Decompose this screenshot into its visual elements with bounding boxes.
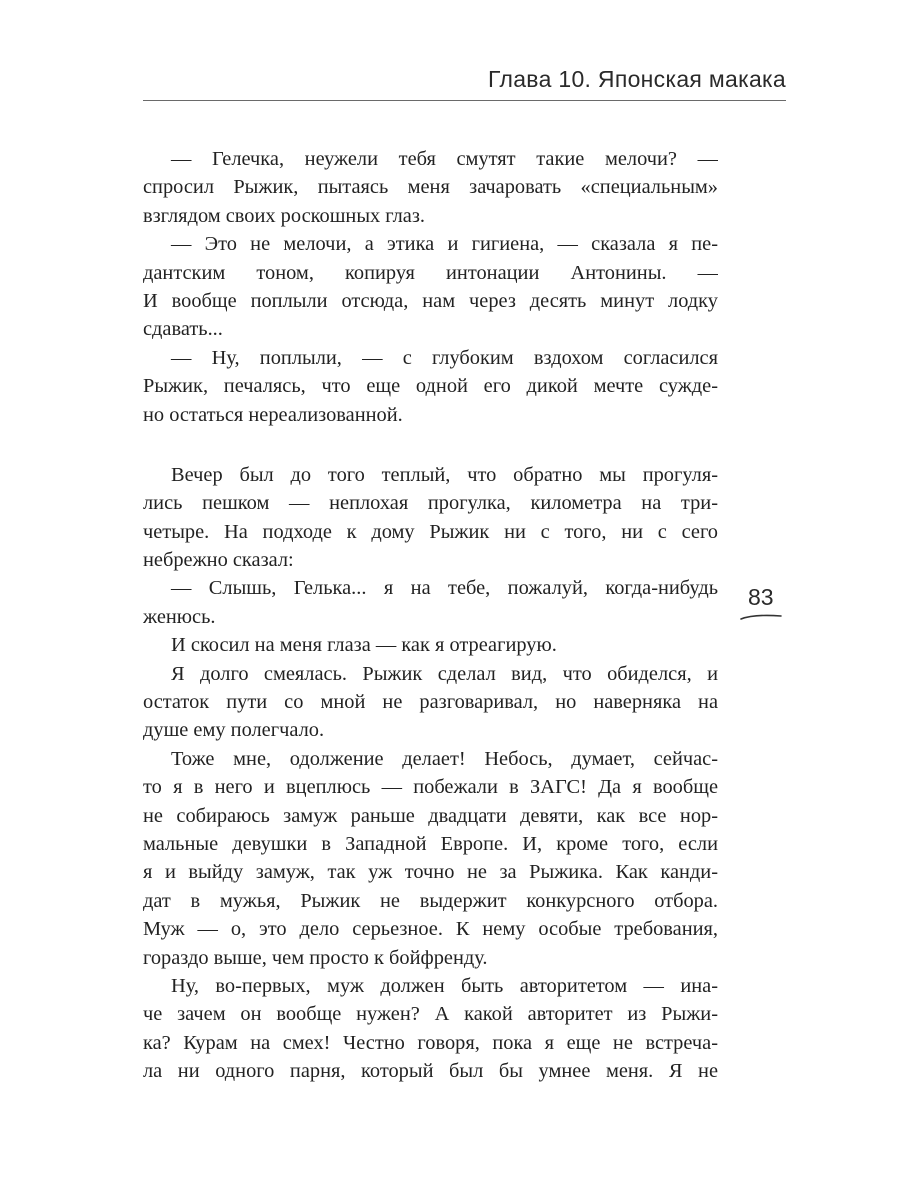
text-line: дат в мужья, Рыжик не выдержит конкурсного отбора. — [143, 889, 718, 912]
section-break — [143, 429, 718, 461]
text-line: — Ну, поплыли, — с глубоким вздохом согласился — [171, 346, 718, 369]
page-number: 83 — [748, 584, 774, 610]
chapter-title: Глава 10. Японская макака — [488, 66, 786, 92]
text-line: лись пешком — неплохая прогулка, километра на три- — [143, 492, 718, 515]
text-line: сдавать... — [143, 318, 223, 341]
text-line: — Гелечка, неужели тебя смутят такие мелочи? — — [171, 148, 718, 170]
text-line: небрежно сказал: — [143, 549, 294, 572]
text-line: Рыжик, печалясь, что еще одной его дикой мечте сужде- — [143, 375, 718, 398]
text-line: четыре. На подходе к дому Рыжик ни с того, ни с сего — [143, 520, 718, 543]
text-line: ка? Курам на смех! Честно говоря, пока я еще не встреча- — [143, 1031, 718, 1054]
text-line: ла ни одного парня, который был бы умнее меня. Я не — [143, 1060, 718, 1083]
page-number-swash-ornament — [740, 612, 782, 622]
text-line: взглядом своих роскошных глаз. — [143, 204, 426, 227]
header-rule — [143, 100, 786, 101]
text-line: Тоже мне, одолжение делает! Небось, думает, сейчас- — [171, 747, 718, 770]
text-line: душе ему полегчало. — [143, 719, 325, 742]
text-line: остаток пути со мной не разговаривал, но наверняка на — [143, 691, 718, 714]
text-line: — Слышь, Гелька... я на тебе, пожалуй, когда-нибудь — [171, 577, 718, 600]
text-line: Муж — о, это дело серьезное. К нему особые требования, — [143, 918, 718, 941]
body-text — [143, 145, 718, 1086]
text-line: — Это не мелочи, а этика и гигиена, — сказала я пе- — [171, 233, 718, 256]
text-line: спросил Рыжик, пытаясь меня зачаровать «специальным» — [143, 176, 718, 199]
text-line: Вечер был до того теплый, что обратно мы прогуля- — [171, 463, 718, 486]
text-line: мальные девушки в Западной Европе. И, кроме того, если — [143, 832, 718, 855]
text-line: Ну, во-первых, муж должен быть авторитетом — ина- — [171, 974, 718, 997]
text-line: дантским тоном, копируя интонации Антонины. — — [143, 261, 718, 284]
text-line: но остаться нереализованной. — [143, 403, 403, 426]
text-line: не собираюсь замуж раньше двадцати девяти, как все нор- — [143, 804, 718, 827]
text-line: женюсь. — [143, 605, 216, 628]
text-line: то я в него и вцеплюсь — побежали в ЗАГС! Да я вообще — [143, 776, 718, 799]
text-line: гораздо выше, чем просто к бойфренду. — [143, 946, 488, 969]
text-line: Я долго смеялась. Рыжик сделал вид, что обиделся, и — [171, 662, 718, 685]
text-line: И вообще поплыли отсюда, нам через десять минут лодку — [143, 289, 718, 312]
text-line: че зачем он вообще нужен? А какой авторитет из Рыжи- — [143, 1003, 718, 1026]
text-line: И скосил на меня глаза — как я отреагирую. — [171, 634, 557, 657]
text-line: я и выйду замуж, так уж точно не за Рыжика. Как канди- — [143, 861, 718, 884]
